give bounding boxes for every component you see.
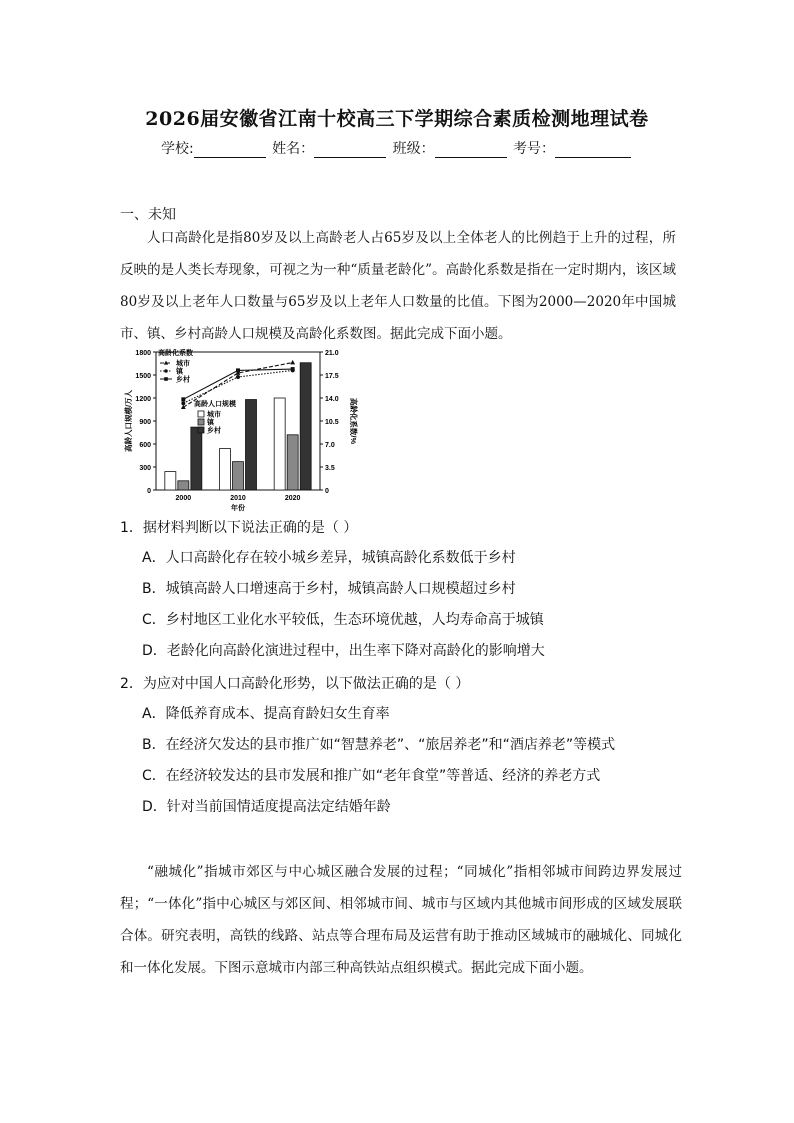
question-1-option-c[interactable]: C．乡村地区工业化水平较低，生态环境优越，人均寿命高于城镇 — [142, 612, 544, 628]
question-2-option-c[interactable]: C．在经济较发达的县市发展和推广如“老年食堂”等普适、经济的养老方式 — [142, 768, 601, 784]
point-镇 — [181, 401, 185, 405]
legend-line-label: 镇 — [176, 368, 183, 376]
y2-tick-label: 21.0 — [325, 350, 339, 357]
point-城市 — [181, 405, 186, 409]
name-label: 姓名： — [272, 141, 315, 157]
bar-镇 — [287, 435, 298, 490]
question-2-option-a[interactable]: A．降低养育成本、提高育龄妇女生育率 — [142, 706, 390, 722]
passage-1-text: 人口高龄化是指80岁及以上高龄老人占65岁及以上全体老人的比例趋于上升的过程，所反映的是人类长寿现象，可视之为一种“质量老龄化”。高龄化系数是指在一定时期内，该区域80岁及以上老年人口数量与65岁及以上老年人口数量的比值。下图为2000—2020年中国城市、镇、乡村高龄人口规模及高龄化系数图。据此完成下面小题。 — [120, 230, 676, 342]
y-tick-label: 1200 — [135, 396, 151, 403]
legend-swatch-镇 — [198, 419, 204, 425]
question-1-stem: 1．据材料判断以下说法正确的是（ ） — [120, 520, 358, 536]
legend-bars-title: 高龄人口规模 — [194, 401, 236, 408]
legend-bar-label: 镇 — [207, 419, 214, 427]
y-tick-label: 1500 — [135, 373, 151, 380]
question-1 — [120, 513, 720, 667]
bar-城市 — [220, 449, 231, 490]
y2-tick-label: 7.0 — [325, 442, 335, 449]
legend-swatch-城市 — [198, 411, 204, 417]
y-tick-label: 900 — [139, 419, 151, 426]
point-城市 — [290, 360, 295, 364]
passage-1 — [120, 222, 676, 350]
bar-镇 — [233, 462, 244, 490]
question-1-option-b[interactable]: B．城镇高龄人口增速高于乡村，城镇高龄人口规模超过乡村 — [142, 581, 516, 597]
question-1-option-d[interactable]: D．老龄化向高龄化演进过程中，出生率下降对高龄化的影响增大 — [142, 643, 545, 659]
bar-乡村 — [246, 400, 257, 490]
point-乡村 — [236, 368, 240, 372]
passage-2 — [120, 856, 682, 984]
point-乡村 — [181, 397, 185, 401]
legend-marker — [164, 369, 168, 373]
legend-bar-label: 乡村 — [207, 427, 221, 435]
exam-title: 2026届安徽省江南十校高三下学期综合素质检测地理试卷 — [145, 108, 649, 130]
point-镇 — [236, 375, 240, 379]
question-1-option-a[interactable]: A．人口高龄化存在较小城乡差异，城镇高龄化系数低于乡村 — [142, 550, 516, 566]
x-tick-label: 2000 — [175, 495, 192, 502]
bar-乡村 — [300, 363, 311, 490]
legend-swatch-乡村 — [198, 427, 204, 433]
school-label: 学校: — [160, 141, 194, 157]
y2-tick-label: 10.5 — [325, 419, 339, 426]
y-axis-label: 高龄人口规模/万人 — [124, 389, 133, 453]
y2-axis-label: 高龄化系数/% — [349, 397, 358, 445]
x-tick-label: 2010 — [230, 495, 246, 502]
legend-lines-title: 高龄化系数 — [158, 350, 193, 357]
school-blank — [194, 143, 266, 158]
y2-tick-label: 17.5 — [325, 373, 339, 380]
question-2-option-d[interactable]: D．针对当前国情适度提高法定结婚年龄 — [142, 799, 391, 815]
x-axis-label: 年份 — [231, 505, 245, 512]
x-tick-label: 2020 — [284, 495, 301, 502]
bar-城市 — [274, 398, 285, 490]
legend-line-label: 城市 — [176, 360, 190, 368]
legend-bar-label: 城市 — [207, 411, 221, 419]
question-2-option-b[interactable]: B．在经济欠发达的县市推广如“智慧养老”、“旅居养老”和“酒店养老”等模式 — [142, 737, 616, 753]
legend-line-label: 乡村 — [176, 376, 190, 384]
population-chart — [120, 344, 360, 514]
class-label: 班级： — [392, 141, 435, 157]
name-blank — [314, 143, 386, 158]
class-blank — [435, 143, 507, 158]
y2-tick-label: 3.5 — [325, 465, 335, 472]
number-label: 考号： — [513, 141, 556, 157]
question-2-stem: 2．为应对中国人口高龄化形势，以下做法正确的是（ ） — [120, 676, 470, 692]
y-tick-label: 0 — [147, 488, 151, 495]
number-blank — [555, 143, 631, 158]
y-tick-label: 600 — [139, 442, 151, 449]
student-info-line — [0, 138, 794, 158]
question-2 — [120, 669, 720, 823]
point-乡村 — [291, 367, 295, 371]
section-heading: 一、未知 — [120, 207, 176, 223]
y-tick-label: 1800 — [135, 350, 151, 357]
y-tick-label: 300 — [139, 465, 151, 472]
bar-镇 — [178, 481, 189, 490]
bar-乡村 — [191, 427, 202, 490]
y2-tick-label: 0 — [325, 488, 329, 495]
passage-2-text: “融城化”指城市郊区与中心城区融合发展的过程；“同城化”指相邻城市间跨边界发展过程；“一体化”指中心城区与郊区间、相邻城市间、城市与区域内其他城市间形成的区域发展联合体。研究表明，高铁的线路、站点等合理布局及运营有助于推动区域城市的融城化、同城化和一体化发展。下图示意城市内部三种高铁站点组织模式。据此完成下面小题。 — [120, 864, 682, 976]
y2-tick-label: 14.0 — [325, 396, 339, 403]
bar-城市 — [165, 472, 176, 490]
legend-marker — [164, 377, 168, 381]
